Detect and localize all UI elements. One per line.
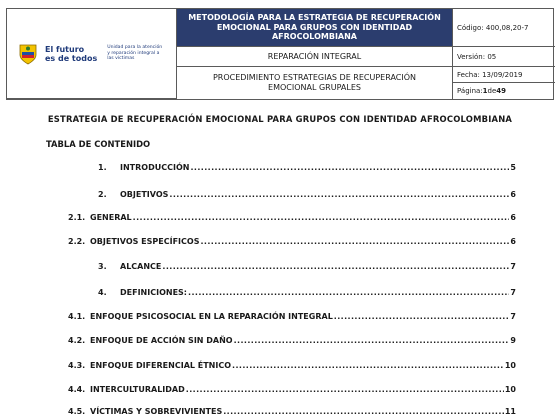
toc-entry-label: OBJETIVOS ESPECÍFICOS bbox=[90, 237, 200, 246]
toc-entry-page: 6 bbox=[510, 213, 516, 222]
toc-leader-dots bbox=[334, 311, 510, 321]
toc-entry-page: 7 bbox=[510, 288, 516, 297]
toc-entry-page: 5 bbox=[510, 163, 516, 172]
toc-entry-label: ALCANCE bbox=[120, 262, 162, 271]
page-prefix: Página: bbox=[457, 87, 483, 95]
toc-entry-page: 10 bbox=[504, 361, 516, 370]
toc-entry-number: 2. bbox=[98, 190, 107, 199]
toc-entry-label: ENFOQUE DIFERENCIAL ÉTNICO bbox=[90, 361, 232, 370]
toc-heading: TABLA DE CONTENIDO bbox=[46, 139, 151, 149]
document-header bbox=[6, 8, 554, 100]
toc-leader-dots bbox=[223, 406, 504, 416]
brand-line-2: es de todos bbox=[45, 53, 98, 63]
coat-of-arms-icon bbox=[19, 43, 37, 65]
document-title: ESTRATEGIA DE RECUPERACIÓN EMOCIONAL PARA GRUPOS CON IDENTIDAD AFROCOLOMBIANA bbox=[47, 114, 513, 124]
toc-entry-page: 10 bbox=[504, 385, 516, 394]
logo-cell bbox=[7, 9, 177, 99]
toc-entry-page: 7 bbox=[510, 312, 516, 321]
toc-entry[interactable] bbox=[68, 234, 516, 246]
toc-entry-label: GENERAL bbox=[90, 213, 132, 222]
toc-entry-number: 2.2. bbox=[68, 237, 86, 246]
toc-entry-page: 6 bbox=[510, 190, 516, 199]
toc-entry-number: 2.1. bbox=[68, 213, 86, 222]
toc-entry[interactable] bbox=[98, 187, 516, 199]
toc-entry-label: INTRODUCCIÓN bbox=[120, 163, 190, 172]
toc-entry[interactable] bbox=[68, 309, 516, 321]
toc-entry[interactable] bbox=[68, 210, 516, 222]
toc-entry-number: 4.3. bbox=[68, 361, 86, 370]
toc-leader-dots bbox=[162, 261, 509, 271]
toc-entry-label: VÍCTIMAS Y SOBREVIVIENTES bbox=[90, 407, 223, 416]
toc-leader-dots bbox=[234, 335, 510, 345]
page-of: de bbox=[487, 87, 497, 95]
procedure-name: PROCEDIMIENTO ESTRATEGIAS DE RECUPERACIÓN EMOCIONAL GRUPALES bbox=[177, 67, 453, 99]
toc-leader-dots bbox=[186, 384, 504, 394]
toc-leader-dots bbox=[232, 360, 504, 370]
unit-name: Unidad para la atención y reparación integral a las víctimas bbox=[107, 45, 163, 62]
toc-entry-number: 4.4. bbox=[68, 385, 86, 394]
toc-entry-label: DEFINICIONES: bbox=[120, 288, 187, 297]
toc-entry[interactable] bbox=[68, 382, 516, 394]
toc-entry-number: 4.1. bbox=[68, 312, 86, 321]
toc-entry-label: ENFOQUE PSICOSOCIAL EN LA REPARACIÓN INTEGRAL bbox=[90, 312, 333, 321]
toc-entry-number: 4.5. bbox=[68, 407, 86, 416]
page-current: 1 bbox=[482, 87, 488, 95]
document-code: Código: 400,08,20-7 bbox=[453, 9, 555, 47]
brand-logo-text bbox=[45, 45, 97, 63]
toc-entry-number: 3. bbox=[98, 262, 107, 271]
toc-leader-dots bbox=[200, 236, 509, 246]
toc-entry-number: 4.2. bbox=[68, 336, 86, 345]
header-title: METODOLOGÍA PARA LA ESTRATEGIA DE RECUPERACIÓN EMOCIONAL PARA GRUPOS CON IDENTIDAD AFROCOLOMBIANA bbox=[177, 9, 453, 47]
toc-entry-page: 9 bbox=[510, 336, 516, 345]
toc-entry-page: 6 bbox=[510, 237, 516, 246]
toc-entry[interactable] bbox=[68, 358, 516, 370]
brand-line-1: El futuro bbox=[45, 44, 85, 54]
toc-entry[interactable] bbox=[68, 333, 516, 345]
toc-leader-dots bbox=[190, 162, 509, 172]
toc-entry[interactable] bbox=[68, 404, 516, 416]
page-indicator bbox=[453, 83, 555, 99]
toc-entry-label: OBJETIVOS bbox=[120, 190, 169, 199]
toc-entry-page: 7 bbox=[510, 262, 516, 271]
toc-entry-page: 11 bbox=[504, 407, 516, 416]
page-total: 49 bbox=[496, 87, 507, 95]
toc-leader-dots bbox=[188, 287, 509, 297]
toc-entry-number: 4. bbox=[98, 288, 107, 297]
document-date: Fecha: 13/09/2019 bbox=[453, 67, 555, 83]
toc-leader-dots bbox=[169, 189, 509, 199]
toc-entry[interactable] bbox=[98, 285, 516, 297]
toc-entry-label: INTERCULTURALIDAD bbox=[90, 385, 185, 394]
process-name: REPARACIÓN INTEGRAL bbox=[177, 47, 453, 67]
toc-entry-label: ENFOQUE DE ACCIÓN SIN DAÑO bbox=[90, 336, 233, 345]
toc-leader-dots bbox=[133, 212, 510, 222]
toc-entry[interactable] bbox=[98, 259, 516, 271]
toc-entry-number: 1. bbox=[98, 163, 107, 172]
document-version: Versión: 05 bbox=[453, 47, 555, 67]
toc-entry[interactable] bbox=[98, 160, 516, 172]
